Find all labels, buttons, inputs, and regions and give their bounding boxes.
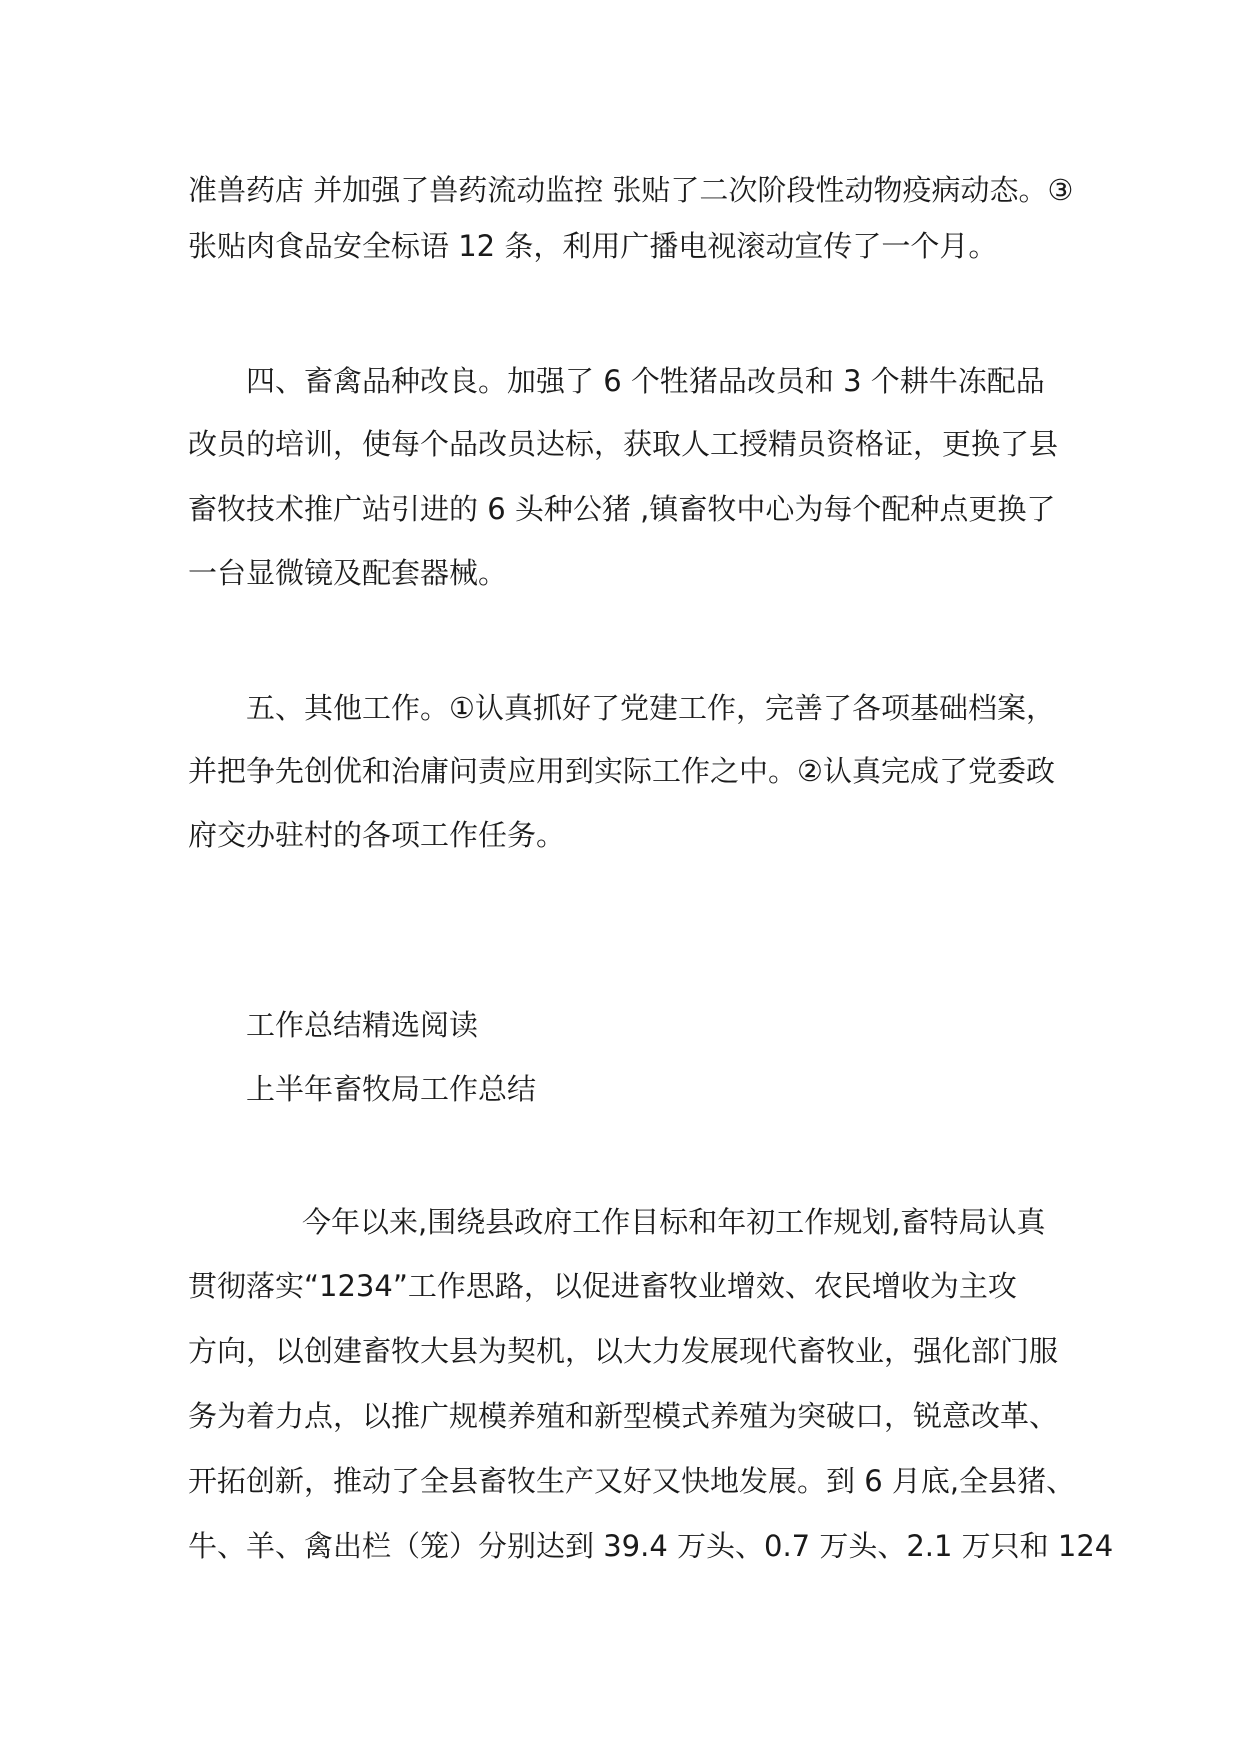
- text-line-16: 开拓创新，推动了全县畜牧生产又好又快地发展。到 6 月底,全县猪、: [188, 1464, 1076, 1498]
- text-line-14: 方向，以创建畜牧大县为契机，以大力发展现代畜牧业，强化部门服: [188, 1334, 1059, 1368]
- section-4-heading-line: 四、畜禽品种改良。加强了 6 个牲猪品改员和 3 个耕牛冻配品: [246, 364, 1045, 398]
- text-line-4: 改员的培训，使每个品改员达标，获取人工授精员资格证，更换了县: [188, 427, 1059, 461]
- reading-section-title: 工作总结精选阅读: [246, 1008, 479, 1042]
- text-line-17: 牛、羊、禽出栏（笼）分别达到 39.4 万头、0.7 万头、2.1 万只和 124: [188, 1529, 1114, 1563]
- summary-title: 上半年畜牧局工作总结: [246, 1072, 537, 1106]
- text-line-12: 今年以来,围绕县政府工作目标和年初工作规划,畜特局认真: [302, 1205, 1046, 1239]
- text-line-6: 一台显微镜及配套器械。: [188, 556, 508, 590]
- text-line-1: 准兽药店 并加强了兽药流动监控 张贴了二次阶段性动物疫病动态。③: [188, 173, 1074, 207]
- text-line-9: 府交办驻村的各项工作任务。: [188, 818, 566, 852]
- text-line-8: 并把争先创优和治庸问责应用到实际工作之中。②认真完成了党委政: [188, 754, 1055, 788]
- text-line-13: 贯彻落实“1234”工作思路，以促进畜牧业增效、农民增收为主攻: [188, 1269, 1017, 1303]
- text-line-5: 畜牧技术推广站引进的 6 头种公猪 ,镇畜牧中心为每个配种点更换了: [188, 492, 1056, 526]
- section-5-heading-line: 五、其他工作。①认真抓好了党建工作，完善了各项基础档案，: [246, 691, 1055, 725]
- text-line-15: 务为着力点，以推广规模养殖和新型模式养殖为突破口，锐意改革、: [188, 1399, 1059, 1433]
- text-line-2: 张贴肉食品安全标语 12 条，利用广播电视滚动宣传了一个月。: [188, 229, 998, 263]
